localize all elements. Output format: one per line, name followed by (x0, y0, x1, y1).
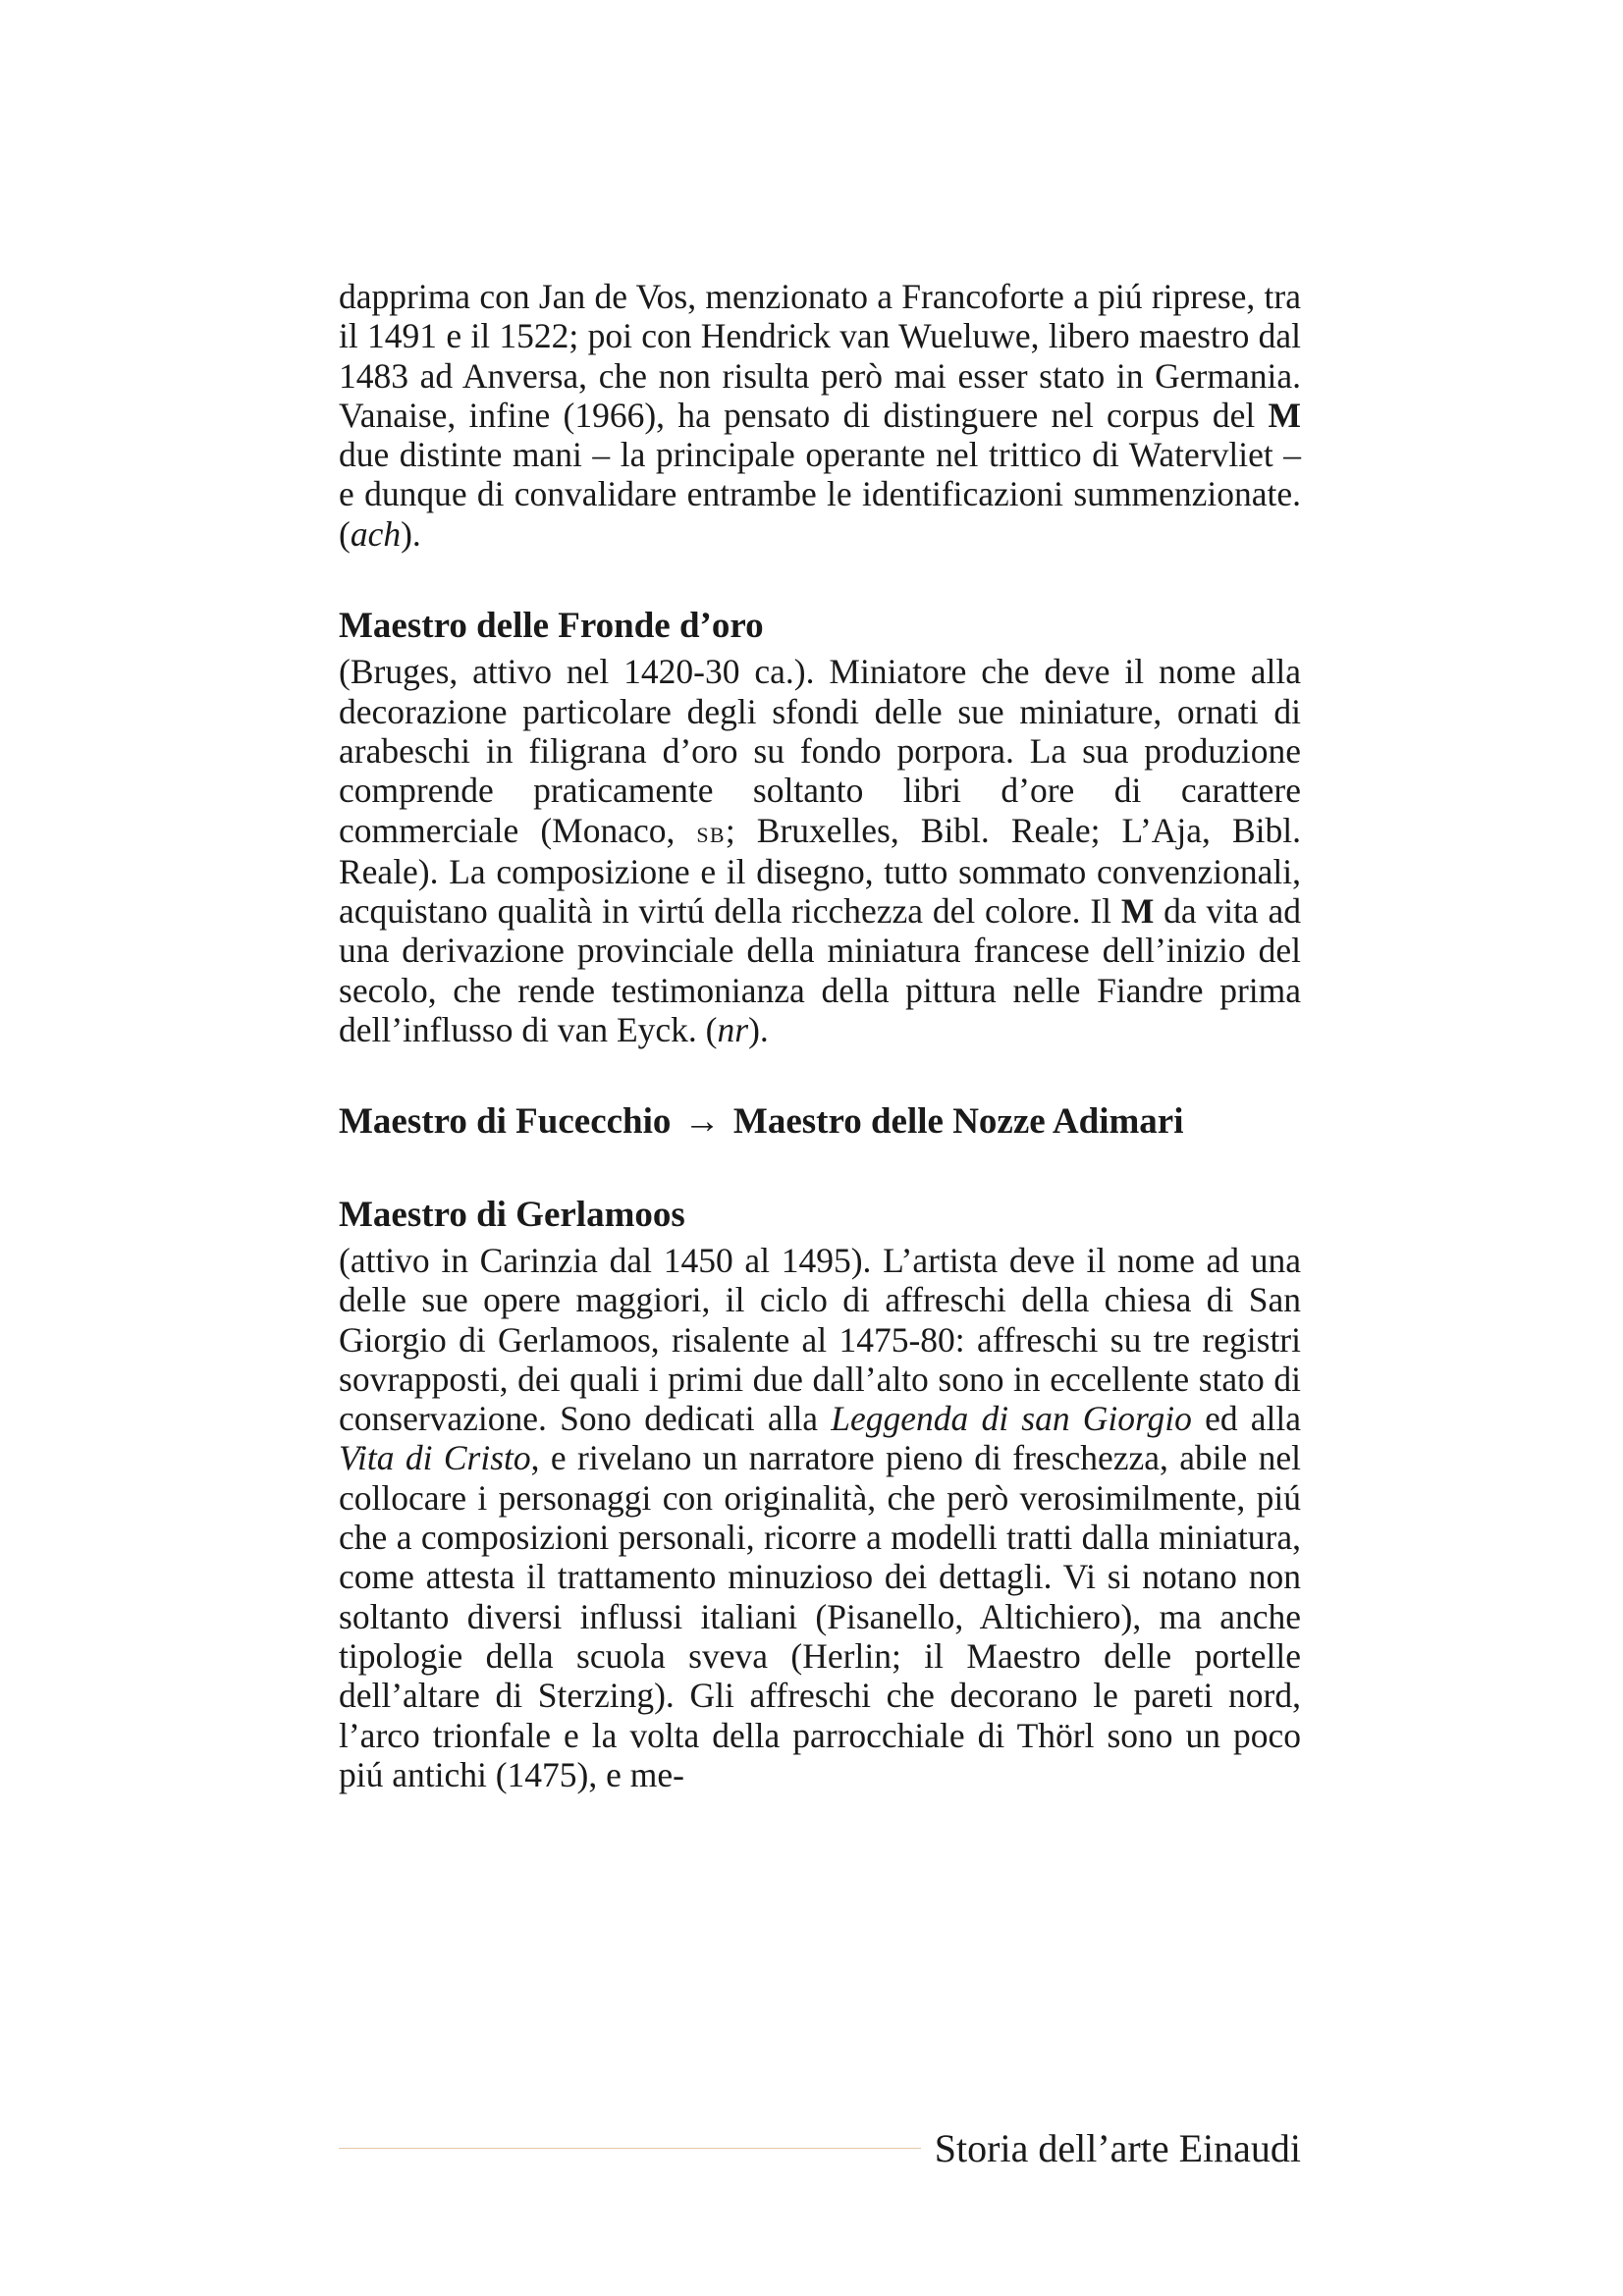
text-run: , e rivelano un narratore pieno di freschezza, abile nel collocare i personaggi con originalità, che però verosimilmente, piú che a composizioni personali, ricorre a modelli tratti dalla miniatura, come attesta il trattamento minuzioso dei dettagli. Vi si notano non soltanto diversi influssi italiani (Pisanello, Altichiero), ma anche tipologie della scuola sveva (Herlin; il Maestro delle portelle dell’altare di Sterzing). Gli affreschi che decorano le pareti nord, l’arco trionfale e la volta della parrocchiale di Thörl sono un poco piú antichi (1475), e me- (339, 1438, 1301, 1794)
continued-paragraph (339, 277, 1301, 554)
page-body (339, 277, 1301, 1794)
author-initials: nr (717, 1010, 749, 1050)
entry-title-gerlamoos: Maestro di Gerlamoos (339, 1194, 685, 1235)
text-run: (Bruges, attivo nel 1420-30 ca.). Miniatore che deve il nome alla decorazione particolare degli sfondi delle sue miniature, ornati di arabeschi in filigrana d’oro su fondo porpora. La sua produzione comprende praticamente soltanto libri d’ore di carattere commerciale (Monaco, (339, 652, 1301, 850)
abbrev-m: M (1120, 891, 1155, 932)
work-title: Leggenda di san Giorgio (831, 1399, 1192, 1439)
abbrev-m: M (1268, 395, 1301, 435)
footer-publication-title: Storia dell’arte Einaudi (934, 2125, 1301, 2170)
cross-reference-link[interactable]: Maestro delle Nozze Adimari (732, 1101, 1184, 1143)
entry-title-fucecchio (339, 1102, 1301, 1142)
entry-text-gerlamoos (339, 1241, 1301, 1794)
footer-rule (339, 2148, 921, 2149)
text-run: ed alla (1191, 1399, 1302, 1439)
text-run: ). (748, 1010, 769, 1050)
text-run: (attivo in Carinzia dal 1450 al 1495). L’artista deve il nome ad una delle sue opere maggiori, il ciclo di affreschi della chiesa di San Giorgio di Gerlamoos, risalente al 1475-80: affreschi su tre registri sovrapposti, dei quali i primi due dall’alto sono in eccellente stato di conservazione. Sono dedicati alla (339, 1240, 1301, 1439)
text-run: da vita ad una derivazione provinciale della miniatura francese dell’inizio del secolo, che rende testimonianza della pittura nelle Fiandre prima dell’influsso di van Eyck. ( (339, 891, 1301, 1050)
text-run: ). (401, 513, 421, 554)
text-run: ; Bruxelles, Bibl. Reale; L’Aja, Bibl. Reale). La composizione e il disegno, tutto sommato convenzionali, acquistano qualità in virtú della ricchezza del colore. Il (339, 810, 1301, 932)
author-initials: ach (350, 513, 402, 554)
page-footer (339, 2122, 1301, 2173)
text-run: dapprima con Jan de Vos, menzionato a Francoforte a piú riprese, tra il 1491 e il 1522; poi con Hendrick van Wueluwe, libero maestro dal 1483 ad Anversa, che non risulta però mai esser stato in Germania. Vanaise, infine (1966), ha pensato di distinguere nel corpus del (339, 277, 1301, 435)
arrow-right-icon: → (683, 1101, 721, 1143)
entry-title-part: Maestro di Fucecchio (339, 1101, 672, 1143)
abbrev-sb: sb (696, 814, 726, 849)
entry-title-fronde-oro: Maestro delle Fronde d’oro (339, 606, 764, 647)
text-run: due distinte mani – la principale operante nel trittico di Watervliet – e dunque di convalidare entrambe le identificazioni summenzionate. ( (339, 435, 1301, 554)
entry-text-fronde-oro (339, 652, 1301, 1049)
work-title: Vita di Cristo (339, 1438, 531, 1478)
